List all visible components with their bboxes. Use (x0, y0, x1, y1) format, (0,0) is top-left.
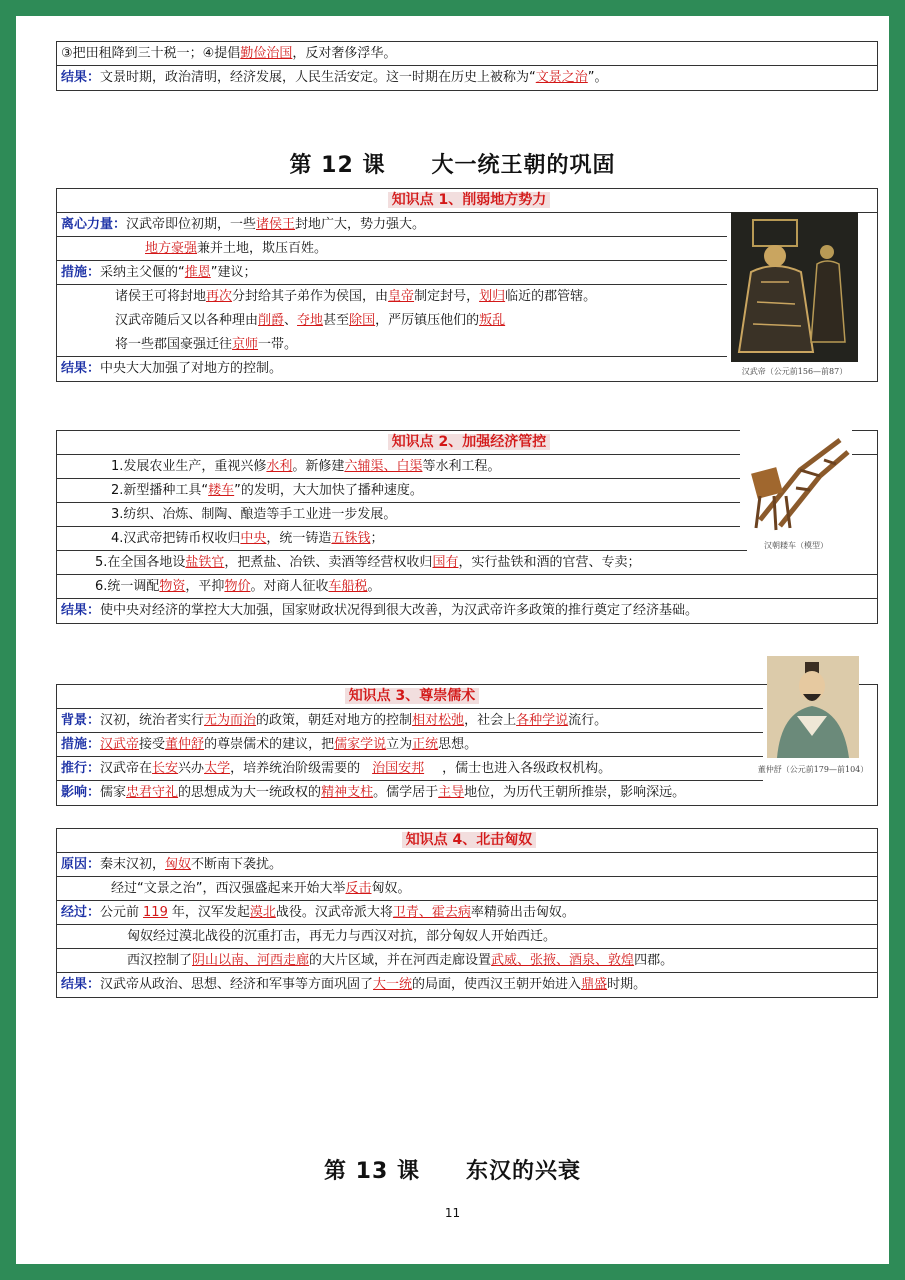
keyword: 六辅渠、白渠 (344, 459, 423, 474)
text: 。 (367, 579, 381, 594)
lesson-title (16, 1154, 889, 1185)
text: 四郡。 (634, 953, 674, 968)
keyword: 中央 (240, 531, 267, 546)
page-number: 11 (444, 1206, 461, 1220)
table-row (57, 575, 877, 599)
text: 儒家 (100, 785, 127, 800)
text: 汉武帝从政治、思想、经济和军事等方面巩固了 (100, 977, 374, 992)
image-caption: 汉武帝（公元前156—前87） (741, 367, 848, 376)
table-row (57, 237, 727, 261)
text: 匈奴经过漠北战役的沉重打击，再无力与西汉对抗，部分匈奴人开始西迁。 (127, 929, 557, 944)
keyword: 太学 (204, 761, 231, 776)
keyword: 国有 (432, 555, 459, 570)
text: ”建议； (210, 265, 257, 280)
text: 公元前 (100, 905, 140, 920)
seed-drill-image (740, 430, 852, 538)
keyword: 划归 (479, 289, 506, 304)
table-row (57, 503, 747, 527)
keyword: 汉武帝 (100, 737, 140, 752)
text: 汉初，统治者实行 (100, 713, 205, 728)
text: 知识点 4、北击匈奴 (402, 832, 537, 848)
table-row (57, 309, 727, 333)
lesson-title (16, 148, 889, 179)
lesson-name: 大一统王朝的巩固 (431, 153, 616, 178)
keyword: 忠君守礼 (126, 785, 179, 800)
row-label: 原因： (61, 857, 101, 872)
text: 等水利工程。 (422, 459, 501, 474)
keyword: 鼎盛 (581, 977, 608, 992)
table-row (57, 261, 727, 285)
table-row (57, 973, 877, 997)
keyword: 推恩 (184, 265, 211, 280)
text: 接受 (139, 737, 166, 752)
keyword: 阴山以南、河西走廊 (192, 953, 310, 968)
keyword: 夺地 (297, 313, 324, 328)
text: 中央大大加强了对地方的控制。 (100, 361, 283, 376)
keyword: 卫青、霍去病 (392, 905, 471, 920)
text: 2.新型播种工具“ (111, 483, 209, 498)
text: 兴办 (178, 761, 205, 776)
image-caption: 董仲舒（公元前179—前104） (757, 765, 869, 774)
table-row (57, 479, 747, 503)
text: ，平抑 (185, 579, 225, 594)
image-caption: 汉朝耧车（模型） (764, 541, 828, 550)
keyword: 反击 (345, 881, 372, 896)
row-text: ，反对奢侈浮华。 (292, 46, 397, 61)
keyword: 各种学说 (516, 713, 569, 728)
keyword: 皇帝 (388, 289, 415, 304)
row-label: 背景： (61, 713, 101, 728)
keyword: 无为而治 (204, 713, 257, 728)
text: 的大片区域，并在河西走廊设置 (309, 953, 492, 968)
keyword: 再次 (206, 289, 233, 304)
text: 不断南下袭扰。 (191, 857, 283, 872)
text: 4.汉武帝把铸币权收归 (111, 531, 241, 546)
row-label: 结果： (61, 977, 101, 992)
table-row (57, 599, 877, 623)
table-row (57, 853, 877, 877)
emperor-figure-icon (731, 212, 858, 362)
keyword: 儒家学说 (334, 737, 387, 752)
keyword: 匈奴 (165, 857, 192, 872)
text: 3.纺织、冶炼、制陶、酿造等手工业进一步发展。 (111, 507, 397, 522)
table-row (57, 709, 763, 733)
text: 封地广大，势力强大。 (295, 217, 426, 232)
text: 1.发展农业生产，重视兴修 (111, 459, 267, 474)
text: 采纳主父偃的“ (100, 265, 185, 280)
text: ，统一铸造 (266, 531, 332, 546)
text: 的局面，使西汉王朝开始进入 (412, 977, 582, 992)
table-row (57, 877, 877, 901)
text: 的政策，朝廷对地方的控制 (256, 713, 413, 728)
section-header (57, 685, 763, 709)
row-label: 措施： (61, 265, 101, 280)
keyword: 水利 (266, 459, 293, 474)
text: 。对商人征收 (250, 579, 329, 594)
text: 立为 (386, 737, 413, 752)
text: 分封给其子弟作为侯国，由 (232, 289, 389, 304)
table-row (57, 66, 877, 90)
text: 5.在全国各地设 (95, 555, 186, 570)
text: 诸侯王可将封地 (115, 289, 207, 304)
keyword: 正统 (412, 737, 439, 752)
keyword: 长安 (152, 761, 179, 776)
table-row (57, 42, 877, 66)
text: 地位，为历代王朝所推崇，影响深远。 (464, 785, 686, 800)
text: 制定封号， (414, 289, 480, 304)
table-row (57, 551, 877, 575)
row-label: 结果： (61, 361, 101, 376)
emperor-wu-portrait (731, 212, 858, 362)
keyword: 治国安邦 (372, 761, 425, 776)
text: 将一些郡国豪强迁往 (115, 337, 233, 352)
text: 秦末汉初， (100, 857, 166, 872)
row-label: 影响： (61, 785, 101, 800)
text: 知识点 2、加强经济管控 (388, 434, 551, 450)
text: 汉武帝随后又以各种理由 (115, 313, 259, 328)
keyword: 叛乱 (479, 313, 506, 328)
keyword: 车船税 (328, 579, 368, 594)
keyword: 京师 (232, 337, 259, 352)
table-row (57, 733, 763, 757)
text: 一带。 (258, 337, 298, 352)
table-row (57, 757, 763, 781)
table-row (57, 925, 877, 949)
table-row (57, 949, 877, 973)
table-row (57, 455, 747, 479)
text: 。新修建 (292, 459, 345, 474)
lesson-number: 第 13 课 (324, 1159, 420, 1184)
row-label: 经过： (61, 905, 101, 920)
row-text: ”。 (587, 70, 608, 85)
keyword: 削爵 (258, 313, 285, 328)
text: ”的发明，大大加快了播种速度。 (234, 483, 423, 498)
keyword: 精神支柱 (321, 785, 374, 800)
text: ，儒士也进入各级政权机构。 (442, 761, 612, 776)
keyword: 诸侯王 (256, 217, 296, 232)
table-row (57, 901, 877, 925)
text: 流行。 (568, 713, 608, 728)
table-row (57, 213, 727, 237)
row-label: 结果： (61, 70, 101, 85)
lesson-number: 第 12 课 (289, 153, 386, 178)
keyword: 文景之治 (535, 70, 588, 85)
keyword: 主导 (438, 785, 465, 800)
lesson-name: 东汉的兴衰 (465, 1159, 581, 1184)
text: 战役。汉武帝派大将 (275, 905, 393, 920)
text: ； (370, 531, 384, 546)
text: 的尊崇儒术的建议，把 (204, 737, 335, 752)
keyword: 除国 (349, 313, 376, 328)
keyword: 盐铁官 (185, 555, 225, 570)
text: 甚至 (323, 313, 350, 328)
table-row (57, 781, 877, 805)
text: 时期。 (607, 977, 647, 992)
scholar-figure-icon (767, 656, 859, 758)
text: ，严厉镇压他们的 (375, 313, 480, 328)
section-header (57, 189, 877, 213)
text: ，社会上 (464, 713, 517, 728)
text: 临近的郡管辖。 (505, 289, 597, 304)
keyword: 相对松弛 (412, 713, 465, 728)
row-label: 推行： (61, 761, 101, 776)
table-row (57, 527, 747, 551)
keyword: 武威、张掖、酒泉、敦煌 (491, 953, 635, 968)
text: 率精骑出击匈奴。 (470, 905, 575, 920)
continuation-table (56, 41, 878, 91)
text: 使中央对经济的掌控大大加强，国家财政状况得到很大改善，为汉武帝许多政策的推行奠定了经济基础。 (100, 603, 699, 618)
text: 、 (284, 313, 298, 328)
knowledge-table-3 (56, 684, 878, 806)
keyword: 五铢钱 (331, 531, 371, 546)
row-text: ③把田租降到三十税一；④提倡 (61, 46, 241, 61)
text: 知识点 1、削弱地方势力 (388, 192, 551, 208)
keyword: 董仲舒 (165, 737, 205, 752)
text: 兼并土地，欺压百姓。 (197, 241, 328, 256)
keyword: 漠北 (249, 905, 276, 920)
table-row (57, 285, 727, 309)
section-header (57, 829, 877, 853)
text: 汉武帝在 (100, 761, 153, 776)
text: 经过“文景之治”，西汉强盛起来开始大举 (111, 881, 346, 896)
keyword: 勤俭治国 (240, 46, 293, 61)
table-row (57, 333, 727, 357)
row-label: 离心力量： (61, 217, 127, 232)
row-label: 措施： (61, 737, 101, 752)
text: 西汉控制了 (127, 953, 193, 968)
keyword: 物价 (224, 579, 251, 594)
row-text: 文景时期，政治清明，经济发展，人民生活安定。这一时期在历史上被称为“ (100, 70, 536, 85)
text: ，培养统治阶级需要的 (230, 761, 361, 776)
keyword: 大一统 (373, 977, 413, 992)
keyword: 119 (143, 905, 168, 920)
knowledge-table-4 (56, 828, 878, 998)
text: 汉武帝即位初期，一些 (126, 217, 257, 232)
text: 思想。 (438, 737, 478, 752)
text: 年，汉军发起 (171, 905, 250, 920)
text: 知识点 3、尊崇儒术 (345, 688, 480, 704)
text: 6.统一调配 (95, 579, 160, 594)
text: 的思想成为大一统政权的 (178, 785, 322, 800)
seed-drill-icon (740, 430, 852, 538)
text: 匈奴。 (371, 881, 411, 896)
text: 。儒学居于 (373, 785, 439, 800)
page (16, 16, 889, 1264)
keyword: 地方豪强 (145, 241, 198, 256)
row-label: 结果： (61, 603, 101, 618)
keyword: 物资 (159, 579, 186, 594)
text: ，把煮盐、冶铁、卖酒等经营权收归 (224, 555, 433, 570)
text: ，实行盐铁和酒的官营、专卖； (458, 555, 641, 570)
dong-zhongshu-portrait (767, 656, 859, 758)
keyword: 耧车 (208, 483, 235, 498)
